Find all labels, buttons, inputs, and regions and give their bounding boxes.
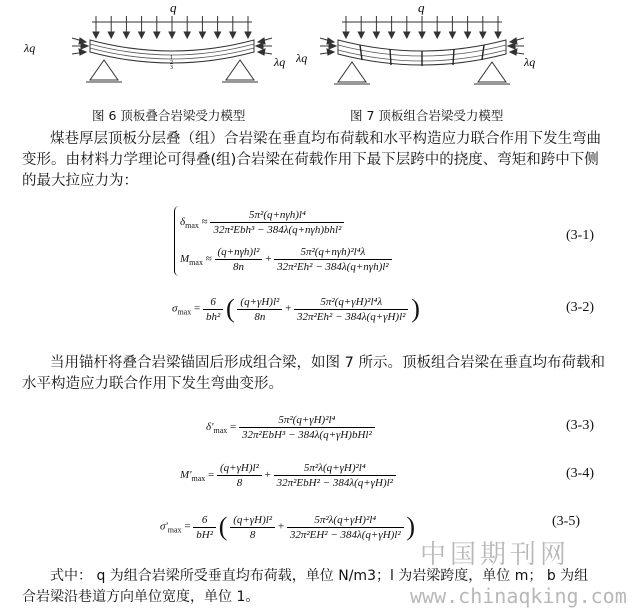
load-arrowhead [449, 32, 455, 38]
eq-3-2: $\sigma_{max}$ = $\frac{6}{\text{bh²}}$ ( $\frac{\text{(q+γH)l²}}{8n}$ + $\frac{\text{5π²(q+γH)²l⁴λ}}{\text{32π²Eh² − 384λ(q+γH)l²}}$ ) [172, 294, 420, 323]
figure-7-diagram [296, 0, 556, 100]
load-arrowhead [93, 32, 99, 38]
load-arrowhead [480, 32, 486, 38]
eq-3-4: $M'_{max}$ = $\frac{\text{(q+γH)l²}}{8}$ + $\frac{\text{5π²λ(q+γH)²l⁴}}{\text{32π²EbH² − 384λ(q+γH)l²}}$ [180, 462, 396, 489]
load-arrowhead [495, 32, 501, 38]
load-arrowhead [108, 32, 114, 38]
load-arrowhead [419, 32, 425, 38]
load-arrowhead [154, 32, 160, 38]
watermark-cn: 中国期刊网 [420, 540, 571, 570]
paragraph-1-line: 的最大拉应力为： [22, 173, 138, 189]
fig6-layer-label: 3 [170, 65, 173, 71]
load-arrowhead [343, 32, 349, 38]
load-arrowhead [230, 32, 236, 38]
watermark-url: www.chinaqking.com [410, 584, 627, 608]
load-arrowhead [389, 32, 395, 38]
load-arrowhead [184, 32, 190, 38]
fig7-q-label: q [418, 0, 425, 15]
load-arrowhead [245, 32, 251, 38]
load-arrowhead [123, 32, 129, 38]
paragraph-2 [22, 353, 622, 395]
load-arrowhead [199, 32, 205, 38]
load-arrowhead [139, 32, 145, 38]
eq-3-2-number: (3-2) [566, 300, 594, 315]
eq-3-3-number: (3-3) [566, 418, 594, 433]
fig7-right-load-label: λq [524, 55, 536, 69]
fig6-layer-label: 2 [170, 60, 173, 66]
load-arrowhead [215, 32, 221, 38]
figure-6-caption: 图 6 顶板叠合岩梁受力模型 [92, 108, 246, 123]
figure-6-diagram [20, 0, 290, 100]
load-arrowhead [404, 32, 410, 38]
eq-3-1-row-moment: $M_{max}$ ≈ $\frac{\text{(q+nγh)l²}}{8n}$ + $\frac{\text{5π²(q+nγh)²l⁴λ}}{\text{32π²Eh² − 384λ(q+nγh)l²}}$ [180, 246, 392, 273]
fig6-q-label: q [170, 0, 177, 15]
fig7-left-load-label: λq [296, 51, 308, 65]
paragraph-1-line: 煤巷厚层顶板分层叠（组）合岩梁在垂直均布荷载和水平构造应力联合作用下发生弯曲 [50, 131, 601, 147]
paragraph-2-line: 水平构造应力联合作用下发生弯曲变形。 [22, 376, 283, 392]
load-arrowhead [373, 32, 379, 38]
fig6-layer-label: 1 [170, 55, 173, 61]
eq-3-5: $\sigma'_{max}$ = $\frac{6}{\text{bH²}}$ ( $\frac{\text{(q+γH)l²}}{8}$ + $\frac{\text{5π²λ(q+γH)²l⁴}}{\text{32π²EH² − 384λ(q+γH)l²}}$ ) [160, 512, 416, 541]
paragraph-2-line: 当用锚杆将叠合岩梁锚固后形成组合梁，如图 7 所示。顶板组合岩梁在垂直均布荷载和 [50, 355, 605, 371]
fig6-right-load-label: λq [274, 55, 286, 69]
eq-3-1-row-delta: $\delta_{max}$ ≈ $\frac{\text{5π²(q+nγh)l⁴}}{\text{32π²Ebh³ − 384λ(q+nγh)bhl²}}$ [180, 209, 344, 236]
paragraph-1-line: 变形。由材料力学理论可得叠(组)合岩梁在荷载作用下最下层跨中的挠度、弯矩和跨中下侧 [22, 152, 599, 168]
variable-definitions-line: 式中： q 为组合岩梁所受垂直均布荷载，单位 N/m3；l 为岩梁跨度，单位 m； b 为组 [50, 568, 589, 584]
load-arrowhead [169, 32, 175, 38]
eq-3-1-number: (3-1) [566, 228, 594, 243]
eq-3-3: $\delta'_{max}$ = $\frac{\text{5π²(q+γH)²l⁴}}{\text{32π²EbH³ − 384λ(q+γH)bHl²}}$ [206, 414, 375, 441]
eq-3-4-number: (3-4) [566, 466, 594, 481]
fig6-left-load-label: λq [24, 41, 36, 55]
load-arrowhead [465, 32, 471, 38]
eq-3-1-brace [174, 206, 179, 276]
figure-7-caption: 图 7 顶板组合岩梁受力模型 [350, 108, 504, 123]
load-arrowhead [434, 32, 440, 38]
paragraph-1 [22, 129, 622, 192]
variable-definitions-line: 合岩梁沿巷道方向单位宽度，单位 1。 [22, 589, 260, 605]
load-arrowhead [358, 32, 364, 38]
eq-3-5-number: (3-5) [552, 514, 580, 529]
